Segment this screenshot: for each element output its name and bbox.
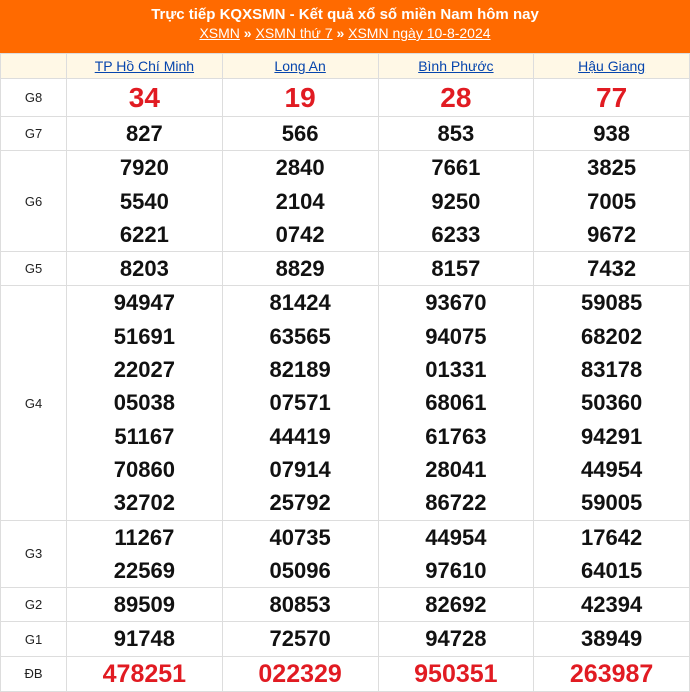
result-number: 34 <box>128 82 160 113</box>
result-cell <box>67 252 223 286</box>
prize-table-body <box>1 79 690 692</box>
result-cell <box>222 79 378 117</box>
result-number: 44954 <box>581 456 643 482</box>
result-number: 80853 <box>269 592 331 618</box>
prize-label: ĐB <box>1 656 67 691</box>
result-cell <box>67 622 223 656</box>
result-number: 853 <box>437 121 475 146</box>
result-cell <box>378 151 534 252</box>
result-number: 59085 <box>581 290 643 316</box>
result-number: 94728 <box>425 626 487 652</box>
result-number: 94947 <box>113 290 175 316</box>
result-number: 8157 <box>431 256 481 282</box>
result-cell <box>67 656 223 691</box>
result-cell <box>67 151 223 252</box>
result-number: 19 <box>284 82 316 113</box>
prize-label: G4 <box>1 286 67 520</box>
prize-label: G2 <box>1 588 67 622</box>
result-number: 7432 <box>587 256 637 282</box>
prize-row-g5 <box>1 252 690 286</box>
result-number: 32702 <box>113 490 175 516</box>
result-number: 05096 <box>269 557 331 583</box>
result-number: 38949 <box>581 626 643 652</box>
province-header <box>67 54 223 79</box>
result-number: 07571 <box>269 390 331 416</box>
result-cell <box>534 286 690 520</box>
prize-label: G6 <box>1 151 67 252</box>
province-link-ho-chi-minh[interactable]: TP Hồ Chí Minh <box>94 58 195 74</box>
result-number: 5540 <box>119 188 169 214</box>
result-number: 05038 <box>113 390 175 416</box>
breadcrumb-separator: » <box>243 25 252 41</box>
result-cell <box>67 520 223 588</box>
result-cell <box>222 151 378 252</box>
result-number: 478251 <box>102 659 187 688</box>
result-number: 9250 <box>431 188 481 214</box>
province-header-row <box>1 54 690 79</box>
result-cell <box>378 588 534 622</box>
breadcrumb <box>0 24 690 43</box>
result-number: 82692 <box>425 592 487 618</box>
result-number: 86722 <box>425 490 487 516</box>
province-header <box>378 54 534 79</box>
result-number: 263987 <box>569 659 654 688</box>
result-number: 61763 <box>425 423 487 449</box>
result-cell <box>378 117 534 151</box>
page-title: Trực tiếp KQXSMN - Kết quả xổ số miền Nam hôm nay <box>151 6 539 23</box>
result-number: 11267 <box>114 524 175 550</box>
result-number: 0742 <box>275 221 325 247</box>
result-number: 44419 <box>269 423 331 449</box>
prize-label: G7 <box>1 117 67 151</box>
result-cell <box>534 252 690 286</box>
prize-label: G8 <box>1 79 67 117</box>
result-number: 93670 <box>425 290 487 316</box>
result-number: 63565 <box>269 323 331 349</box>
province-header <box>222 54 378 79</box>
breadcrumb-separator: » <box>336 25 345 41</box>
result-number: 938 <box>593 121 630 146</box>
result-number: 7661 <box>431 155 481 181</box>
result-number: 70860 <box>113 456 175 482</box>
result-number: 64015 <box>581 557 643 583</box>
result-cell <box>378 79 534 117</box>
prize-label: G1 <box>1 622 67 656</box>
result-cell <box>378 622 534 656</box>
province-header <box>534 54 690 79</box>
prize-row-g6 <box>1 151 690 252</box>
result-number: 01331 <box>425 357 487 383</box>
result-number: 68061 <box>425 390 487 416</box>
result-cell <box>378 286 534 520</box>
result-cell <box>378 520 534 588</box>
result-cell <box>67 286 223 520</box>
results-table <box>0 53 690 692</box>
result-number: 25792 <box>269 490 331 516</box>
result-cell <box>67 117 223 151</box>
result-number: 17642 <box>581 524 643 550</box>
result-number: 7005 <box>587 188 637 214</box>
result-cell <box>378 252 534 286</box>
prize-label-header <box>1 54 67 79</box>
result-number: 28 <box>440 82 472 113</box>
result-number: 6221 <box>119 221 169 247</box>
prize-label: G3 <box>1 520 67 588</box>
result-number: 89509 <box>113 592 175 618</box>
result-cell <box>222 286 378 520</box>
result-cell <box>534 79 690 117</box>
result-cell <box>222 117 378 151</box>
result-number: 566 <box>281 121 319 146</box>
province-link-binh-phuoc[interactable]: Bình Phước <box>418 58 494 74</box>
result-cell <box>222 656 378 691</box>
result-number: 2104 <box>275 188 325 214</box>
result-number: 827 <box>126 121 163 146</box>
result-number: 22569 <box>113 557 175 583</box>
result-cell <box>222 588 378 622</box>
result-cell <box>534 151 690 252</box>
result-number: 51167 <box>114 423 175 449</box>
result-number: 51691 <box>113 323 175 349</box>
result-cell <box>534 656 690 691</box>
result-cell <box>67 588 223 622</box>
prize-row-đb <box>1 656 690 691</box>
prize-row-g2 <box>1 588 690 622</box>
result-number: 950351 <box>414 659 498 688</box>
result-cell <box>534 622 690 656</box>
result-number: 022329 <box>258 659 342 688</box>
result-number: 97610 <box>425 557 487 583</box>
result-number: 9672 <box>587 221 637 247</box>
province-link-hau-giang[interactable]: Hậu Giang <box>578 58 646 74</box>
result-number: 68202 <box>581 323 643 349</box>
result-number: 91748 <box>113 626 175 652</box>
result-number: 42394 <box>581 592 643 618</box>
result-number: 6233 <box>431 221 481 247</box>
results-header <box>0 0 690 53</box>
result-number: 81424 <box>269 290 331 316</box>
result-cell <box>534 117 690 151</box>
result-number: 3825 <box>587 155 637 181</box>
result-number: 7920 <box>119 155 169 181</box>
result-number: 82189 <box>269 357 331 383</box>
province-link-long-an[interactable]: Long An <box>274 58 326 74</box>
prize-label: G5 <box>1 252 67 286</box>
result-number: 8203 <box>119 256 169 282</box>
prize-row-g4 <box>1 286 690 520</box>
prize-row-g8 <box>1 79 690 117</box>
result-number: 2840 <box>275 155 325 181</box>
prize-row-g3 <box>1 520 690 588</box>
result-number: 94291 <box>581 423 643 449</box>
result-cell <box>222 622 378 656</box>
prize-row-g7 <box>1 117 690 151</box>
result-cell <box>222 252 378 286</box>
breadcrumb-xsmn-link[interactable]: XSMN <box>199 25 240 41</box>
result-number: 22027 <box>113 357 175 383</box>
result-cell <box>534 520 690 588</box>
result-number: 28041 <box>425 456 487 482</box>
result-number: 83178 <box>581 357 643 383</box>
result-cell <box>67 79 223 117</box>
result-cell <box>378 656 534 691</box>
result-number: 59005 <box>581 490 643 516</box>
result-number: 07914 <box>269 456 331 482</box>
result-number: 40735 <box>269 524 331 550</box>
result-number: 50360 <box>581 390 643 416</box>
result-number: 8829 <box>275 256 325 282</box>
result-number: 44954 <box>425 524 487 550</box>
result-number: 77 <box>596 82 628 113</box>
result-number: 72570 <box>269 626 331 652</box>
result-number: 94075 <box>425 323 487 349</box>
breadcrumb-date-link[interactable]: XSMN ngày 10-8-2024 <box>348 25 491 41</box>
breadcrumb-weekday-link[interactable]: XSMN thứ 7 <box>255 25 333 41</box>
result-cell <box>222 520 378 588</box>
result-cell <box>534 588 690 622</box>
prize-row-g1 <box>1 622 690 656</box>
